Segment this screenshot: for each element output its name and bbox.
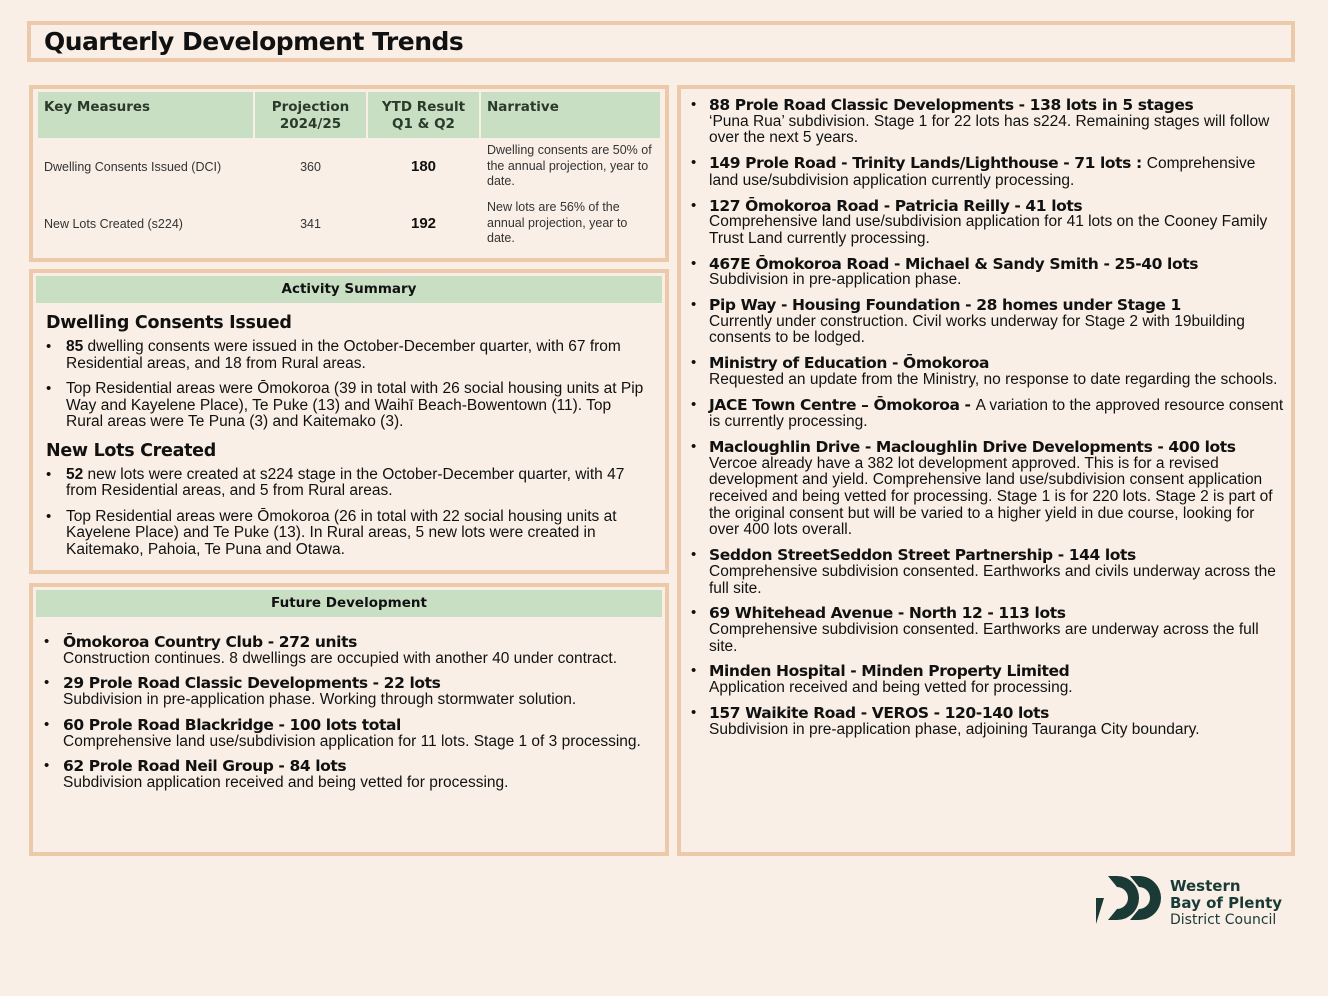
list-item: [689, 97, 1287, 147]
list-item: [46, 467, 652, 500]
list-item: [689, 198, 1287, 248]
list-item: [46, 381, 652, 431]
list-item: [46, 339, 652, 372]
item-heading: • 88 Prole Road Classic Developments - 138 lots in 5 stages: [709, 96, 1194, 114]
logo-line-2: Bay of Plenty: [1170, 894, 1283, 912]
logo-line-3: District Council: [1170, 912, 1277, 928]
list-item: [42, 675, 656, 708]
future-development-panel: [29, 583, 669, 856]
dci-text: dwelling consents were issued in the October-December quarter, with 67 from Residential areas, and 18 from Rural areas.: [66, 338, 621, 372]
projection-cell: 341: [300, 216, 321, 231]
item-text: Currently under construction. Civil works underway for Stage 2 with 19building consents to be lodged.: [709, 312, 1245, 347]
table-row: [38, 138, 660, 195]
nlc-areas-text: Top Residential areas were Ōmokoroa (26 in total with 22 social housing units at Kayelene Place) and Te Puke (13). In Rural areas, 5 new lots were created in Kaitemako, Pahoia, Te Puna and Otawa.: [66, 507, 617, 558]
item-text: Subdivision in pre-application phase. Working through stormwater solution.: [63, 691, 577, 709]
future-development-heading: Future Development: [36, 590, 662, 617]
dci-count: 85: [66, 338, 84, 355]
future-list: [42, 634, 656, 792]
nlc-count: 52: [66, 465, 84, 483]
item-heading: • Ministry of Education - Ōmokoroa: [709, 354, 990, 373]
key-measures-table: [36, 92, 662, 252]
item-text: Application received and being vetted for processing.: [709, 679, 1073, 697]
dci-areas-text: Top Residential areas were Ōmokoroa (39 in total with 26 social housing units at Pip Way and Kayelene Place), Te Puke (13) and Waihī Beach-Bowentown (11). Top Rural areas were Te Puna (3) and Kaitemako (3).: [66, 380, 644, 430]
item-heading: • 467E Ōmokoroa Road - Michael & Sandy Smith - 25-40 lots: [709, 254, 1199, 273]
col-key-measures: Key Measures: [38, 92, 253, 138]
nlc-text: new lots were created at s224 stage in the October-December quarter, with 47 from Residential areas, and 5 from Rural areas.: [66, 465, 625, 499]
item-heading: • Seddon StreetSeddon Street Partnership - 144 lots: [709, 546, 1136, 565]
item-heading: • Ōmokoroa Country Club - 272 units: [63, 633, 357, 651]
item-text: Subdivision in pre-application phase, adjoining Tauranga City boundary.: [709, 720, 1200, 738]
nlc-list: [46, 467, 652, 559]
list-item: [42, 758, 656, 791]
item-heading: • Minden Hospital - Minden Property Limited: [709, 662, 1070, 681]
col-projection: Projection 2024/25: [255, 92, 366, 138]
list-item: [689, 297, 1287, 347]
council-logo: [1094, 872, 1294, 932]
list-item: [689, 663, 1287, 696]
item-heading: • 69 Whitehead Avenue - North 12 - 113 lots: [709, 604, 1066, 623]
col-narrative: Narrative: [481, 92, 660, 138]
item-text: Comprehensive land use/subdivision application currently processing.: [709, 155, 1256, 189]
item-heading: JACE Town Centre – Ōmokoroa -: [709, 395, 976, 414]
list-item: [46, 509, 652, 559]
list-item: [689, 155, 1287, 189]
council-logo-text: [1170, 878, 1282, 929]
nlc-heading: New Lots Created: [46, 440, 216, 461]
narrative-cell: Dwelling consents are 50% of the annual projection, year to date.: [487, 143, 652, 189]
item-text: Comprehensive land use/subdivision application for 11 lots. Stage 1 of 3 processing.: [63, 732, 641, 750]
table-row: [38, 195, 660, 252]
item-text: Subdivision application received and being vetted for processing.: [63, 773, 509, 791]
item-text: ‘Puna Rua’ subdivision. Stage 1 for 22 lots has s224. Remaining stages will follow over the next 5 years.: [709, 112, 1270, 147]
item-text: Requested an update from the Ministry, no response to date regarding the schools.: [709, 370, 1278, 388]
narrative-cell: New lots are 56% of the annual projection, year to date.: [487, 200, 628, 246]
key-measures-panel: [29, 85, 669, 262]
list-item: [689, 547, 1287, 597]
title-bar: [27, 21, 1295, 62]
item-heading: • 62 Prole Road Neil Group - 84 lots: [63, 757, 347, 776]
logo-line-1: Western: [1170, 877, 1241, 895]
page-title: Quarterly Development Trends: [44, 27, 464, 56]
list-item: [689, 705, 1287, 738]
council-logo-mark: [1094, 874, 1164, 932]
list-item: [42, 717, 656, 750]
item-text: Comprehensive land use/subdivision application for 41 lots on the Cooney Family Trust Land currently processing.: [709, 213, 1268, 247]
item-text: Subdivision in pre-application phase.: [709, 271, 962, 289]
item-heading: • 29 Prole Road Classic Developments - 22 lots: [63, 674, 441, 693]
item-text: Comprehensive subdivision consented. Earthworks are underway across the full site.: [709, 620, 1259, 655]
item-text: Comprehensive subdivision consented. Earthworks and civils underway across the full site.: [709, 562, 1276, 597]
measure-cell: Dwelling Consents Issued (DCI): [44, 159, 222, 174]
dci-heading: Dwelling Consents Issued: [46, 313, 292, 333]
list-item: [689, 397, 1287, 431]
activity-summary-panel: [29, 269, 669, 574]
activity-summary-heading: Activity Summary: [36, 276, 662, 303]
item-heading: • 157 Waikite Road - VEROS - 120-140 lots: [709, 703, 1049, 722]
list-item: [689, 439, 1287, 539]
item-heading: • Pip Way - Housing Foundation - 28 homes under Stage 1: [709, 296, 1181, 315]
item-text: A variation to the approved resource consent is currently processing.: [709, 396, 1284, 431]
list-item: [689, 605, 1287, 655]
list-item: [42, 634, 656, 667]
item-heading: • 127 Ōmokoroa Road - Patricia Reilly - 41 lots: [709, 196, 1083, 215]
development-list-panel: [677, 85, 1295, 856]
ytd-cell: 180: [410, 158, 437, 175]
list-item: [689, 355, 1287, 388]
item-heading: 149 Prole Road - Trinity Lands/Lighthouse - 71 lots :: [709, 154, 1147, 173]
projection-cell: 360: [300, 159, 321, 174]
development-list: [689, 97, 1287, 738]
list-item: [689, 256, 1287, 289]
item-text: Construction continues. 8 dwellings are occupied with another 40 under contract.: [63, 649, 618, 667]
item-heading: • Macloughlin Drive - Macloughlin Drive Developments - 400 lots: [709, 437, 1236, 456]
col-ytd-result: YTD Result Q1 & Q2: [368, 92, 479, 138]
dci-list: [46, 339, 652, 431]
ytd-cell: 192: [410, 215, 437, 232]
item-heading: • 60 Prole Road Blackridge - 100 lots total: [63, 715, 401, 734]
item-text: Vercoe already have a 382 lot development approved. This is for a revised development and yield. Comprehensive land use/subdivision consent application received and being vetted for processing. Stage 1 is for 220 lots. Stage 2 is part of the original consent but will be varied to a higher yield in due course, looking for over 400 lots overall.: [709, 454, 1273, 539]
measure-cell: New Lots Created (s224): [44, 216, 183, 231]
